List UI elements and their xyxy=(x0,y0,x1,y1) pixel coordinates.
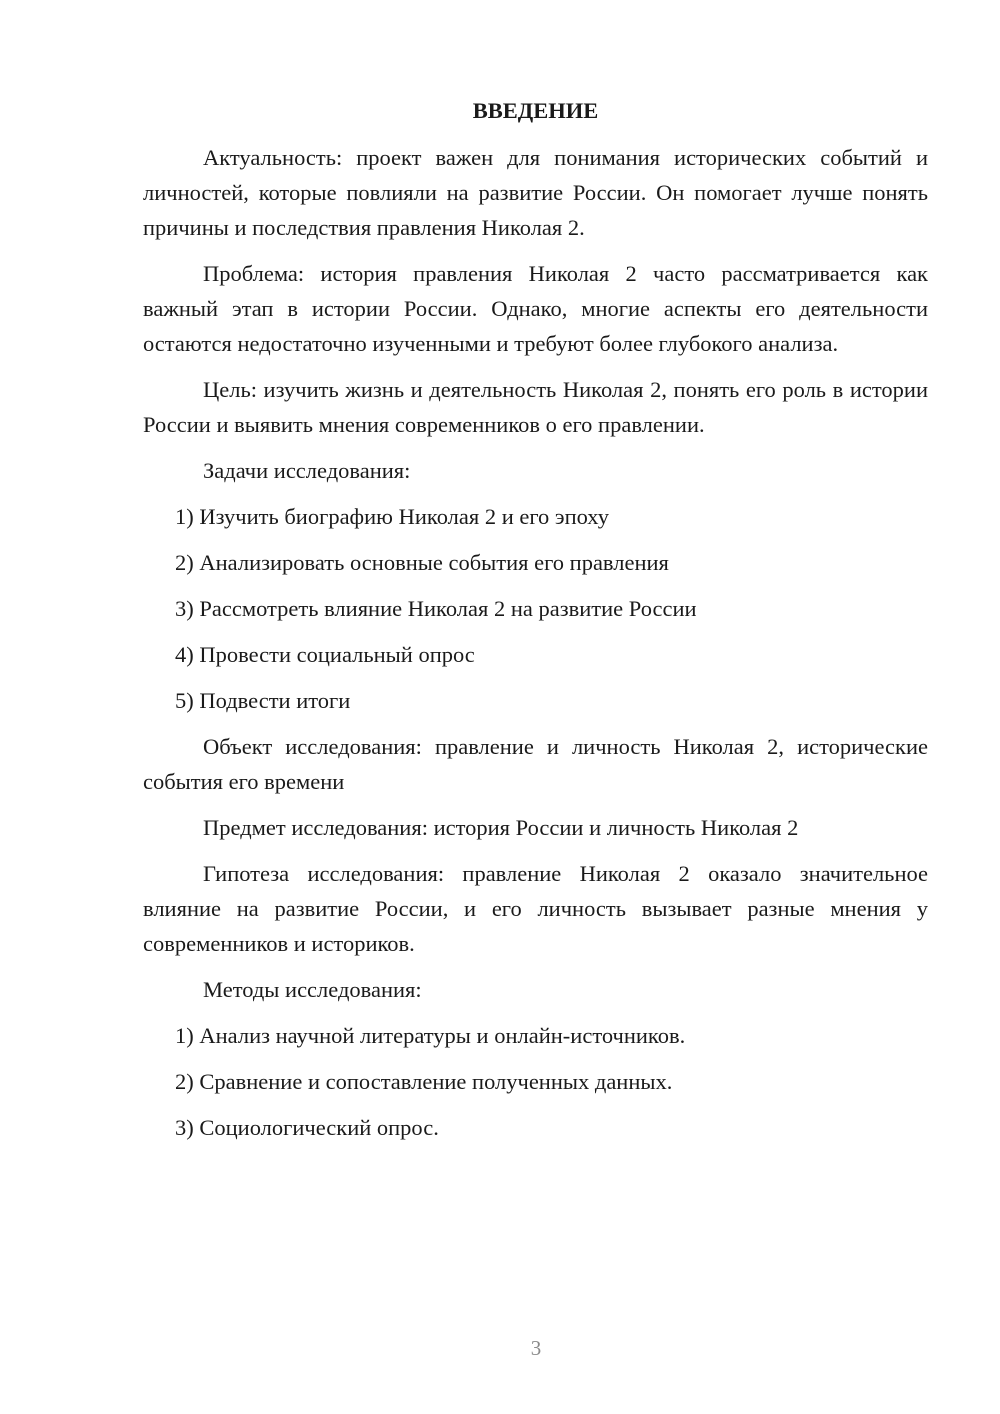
object-paragraph: Объект исследования: правление и личность Николая 2, исторические события его времени xyxy=(143,734,928,794)
subject-paragraph: Предмет исследования: история России и личность Николая 2 xyxy=(203,815,799,840)
relevance-paragraph: Актуальность: проект важен для понимания исторических событий и личностей, которые повлияли на развитие России. Он помогает лучше понять причины и последствия правления Николая 2. xyxy=(143,145,928,240)
method-item: 1) Анализ научной литературы и онлайн-источников. xyxy=(175,1023,686,1048)
hypothesis-paragraph: Гипотеза исследования: правление Николая 2 оказало значительное влияние на развитие России, и его личность вызывает разные мнения у современников и историков. xyxy=(143,861,928,956)
section-heading: ВВЕДЕНИЕ xyxy=(472,98,599,123)
page-number: 3 xyxy=(530,1336,542,1360)
page-content xyxy=(143,93,928,1156)
methods-heading: Методы исследования: xyxy=(203,977,422,1002)
goal-paragraph: Цель: изучить жизнь и деятельность Николая 2, понять его роль в истории России и выявить мнения современников о его правлении. xyxy=(143,377,928,437)
method-item: 3) Социологический опрос. xyxy=(175,1115,439,1140)
problem-paragraph: Проблема: история правления Николая 2 часто рассматривается как важный этап в истории России. Однако, многие аспекты его деятельности остаются недостаточно изученными и требуют более глубокого анализа. xyxy=(143,261,928,356)
tasks-heading: Задачи исследования: xyxy=(203,458,411,483)
task-item: 3) Рассмотреть влияние Николая 2 на развитие России xyxy=(175,596,697,621)
task-item: 4) Провести социальный опрос xyxy=(175,642,475,667)
task-item: 2) Анализировать основные события его правления xyxy=(175,550,669,575)
method-item: 2) Сравнение и сопоставление полученных данных. xyxy=(175,1069,673,1094)
task-item: 5) Подвести итоги xyxy=(175,688,351,713)
task-item: 1) Изучить биографию Николая 2 и его эпоху xyxy=(175,504,609,529)
